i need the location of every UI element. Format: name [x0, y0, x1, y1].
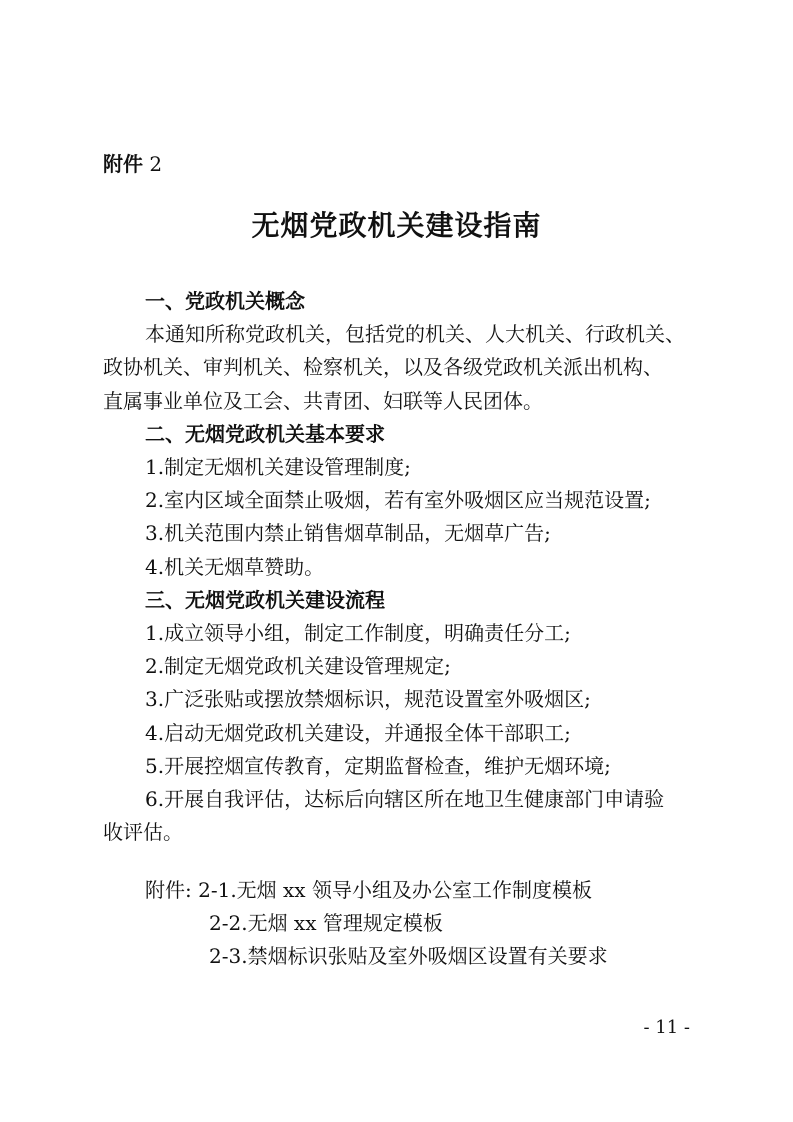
attachments-list — [145, 874, 608, 973]
list-item: 1.制定无烟机关建设管理制度; — [145, 455, 411, 480]
list-item: 4.机关无烟草赞助。 — [145, 554, 325, 579]
attachments-label: 附件: — [145, 878, 192, 902]
list-item: 1.成立领导小组，制定工作制度，明确责任分工; — [145, 621, 571, 646]
list-item-continuation: 收评估。 — [103, 820, 183, 845]
attachment-item: 2-2.无烟 xx 管理规定模板 — [209, 911, 443, 935]
paragraph-line: 直属事业单位及工会、共青团、妇联等人民团体。 — [103, 388, 543, 413]
page-number: - 11 - — [643, 1017, 690, 1038]
annex-word: 附件 — [103, 152, 143, 176]
attachment-row — [145, 874, 608, 907]
list-item: 4.启动无烟党政机关建设，并通报全体干部职工; — [145, 720, 571, 745]
section-heading: 三、无烟党政机关建设流程 — [145, 587, 385, 612]
annex-number: 2 — [149, 152, 163, 176]
paragraph-line: 本通知所称党政机关，包括党的机关、人大机关、行政机关、 — [145, 322, 685, 347]
document-title: 无烟党政机关建设指南 — [251, 209, 542, 242]
attachment-item: 2-3.禁烟标识张贴及室外吸烟区设置有关要求 — [209, 944, 608, 968]
annex-label — [103, 150, 162, 178]
attachment-item: 2-1.无烟 xx 领导小组及办公室工作制度模板 — [198, 878, 592, 902]
list-item: 3.广泛张贴或摆放禁烟标识，规范设置室外吸烟区; — [145, 687, 591, 712]
list-item: 2.室内区域全面禁止吸烟，若有室外吸烟区应当规范设置; — [145, 488, 651, 513]
list-item: 6.开展自我评估，达标后向辖区所在地卫生健康部门申请验 — [145, 787, 665, 812]
paragraph-line: 政协机关、审判机关、检察机关，以及各级党政机关派出机构、 — [103, 355, 663, 380]
section-heading: 一、党政机关概念 — [145, 289, 305, 313]
section-heading: 二、无烟党政机关基本要求 — [145, 421, 385, 446]
list-item: 5.开展控烟宣传教育，定期监督检查，维护无烟环境; — [145, 753, 611, 778]
list-item: 2.制定无烟党政机关建设管理规定; — [145, 654, 451, 679]
list-item: 3.机关范围内禁止销售烟草制品，无烟草广告; — [145, 521, 551, 546]
document-body — [103, 285, 698, 849]
